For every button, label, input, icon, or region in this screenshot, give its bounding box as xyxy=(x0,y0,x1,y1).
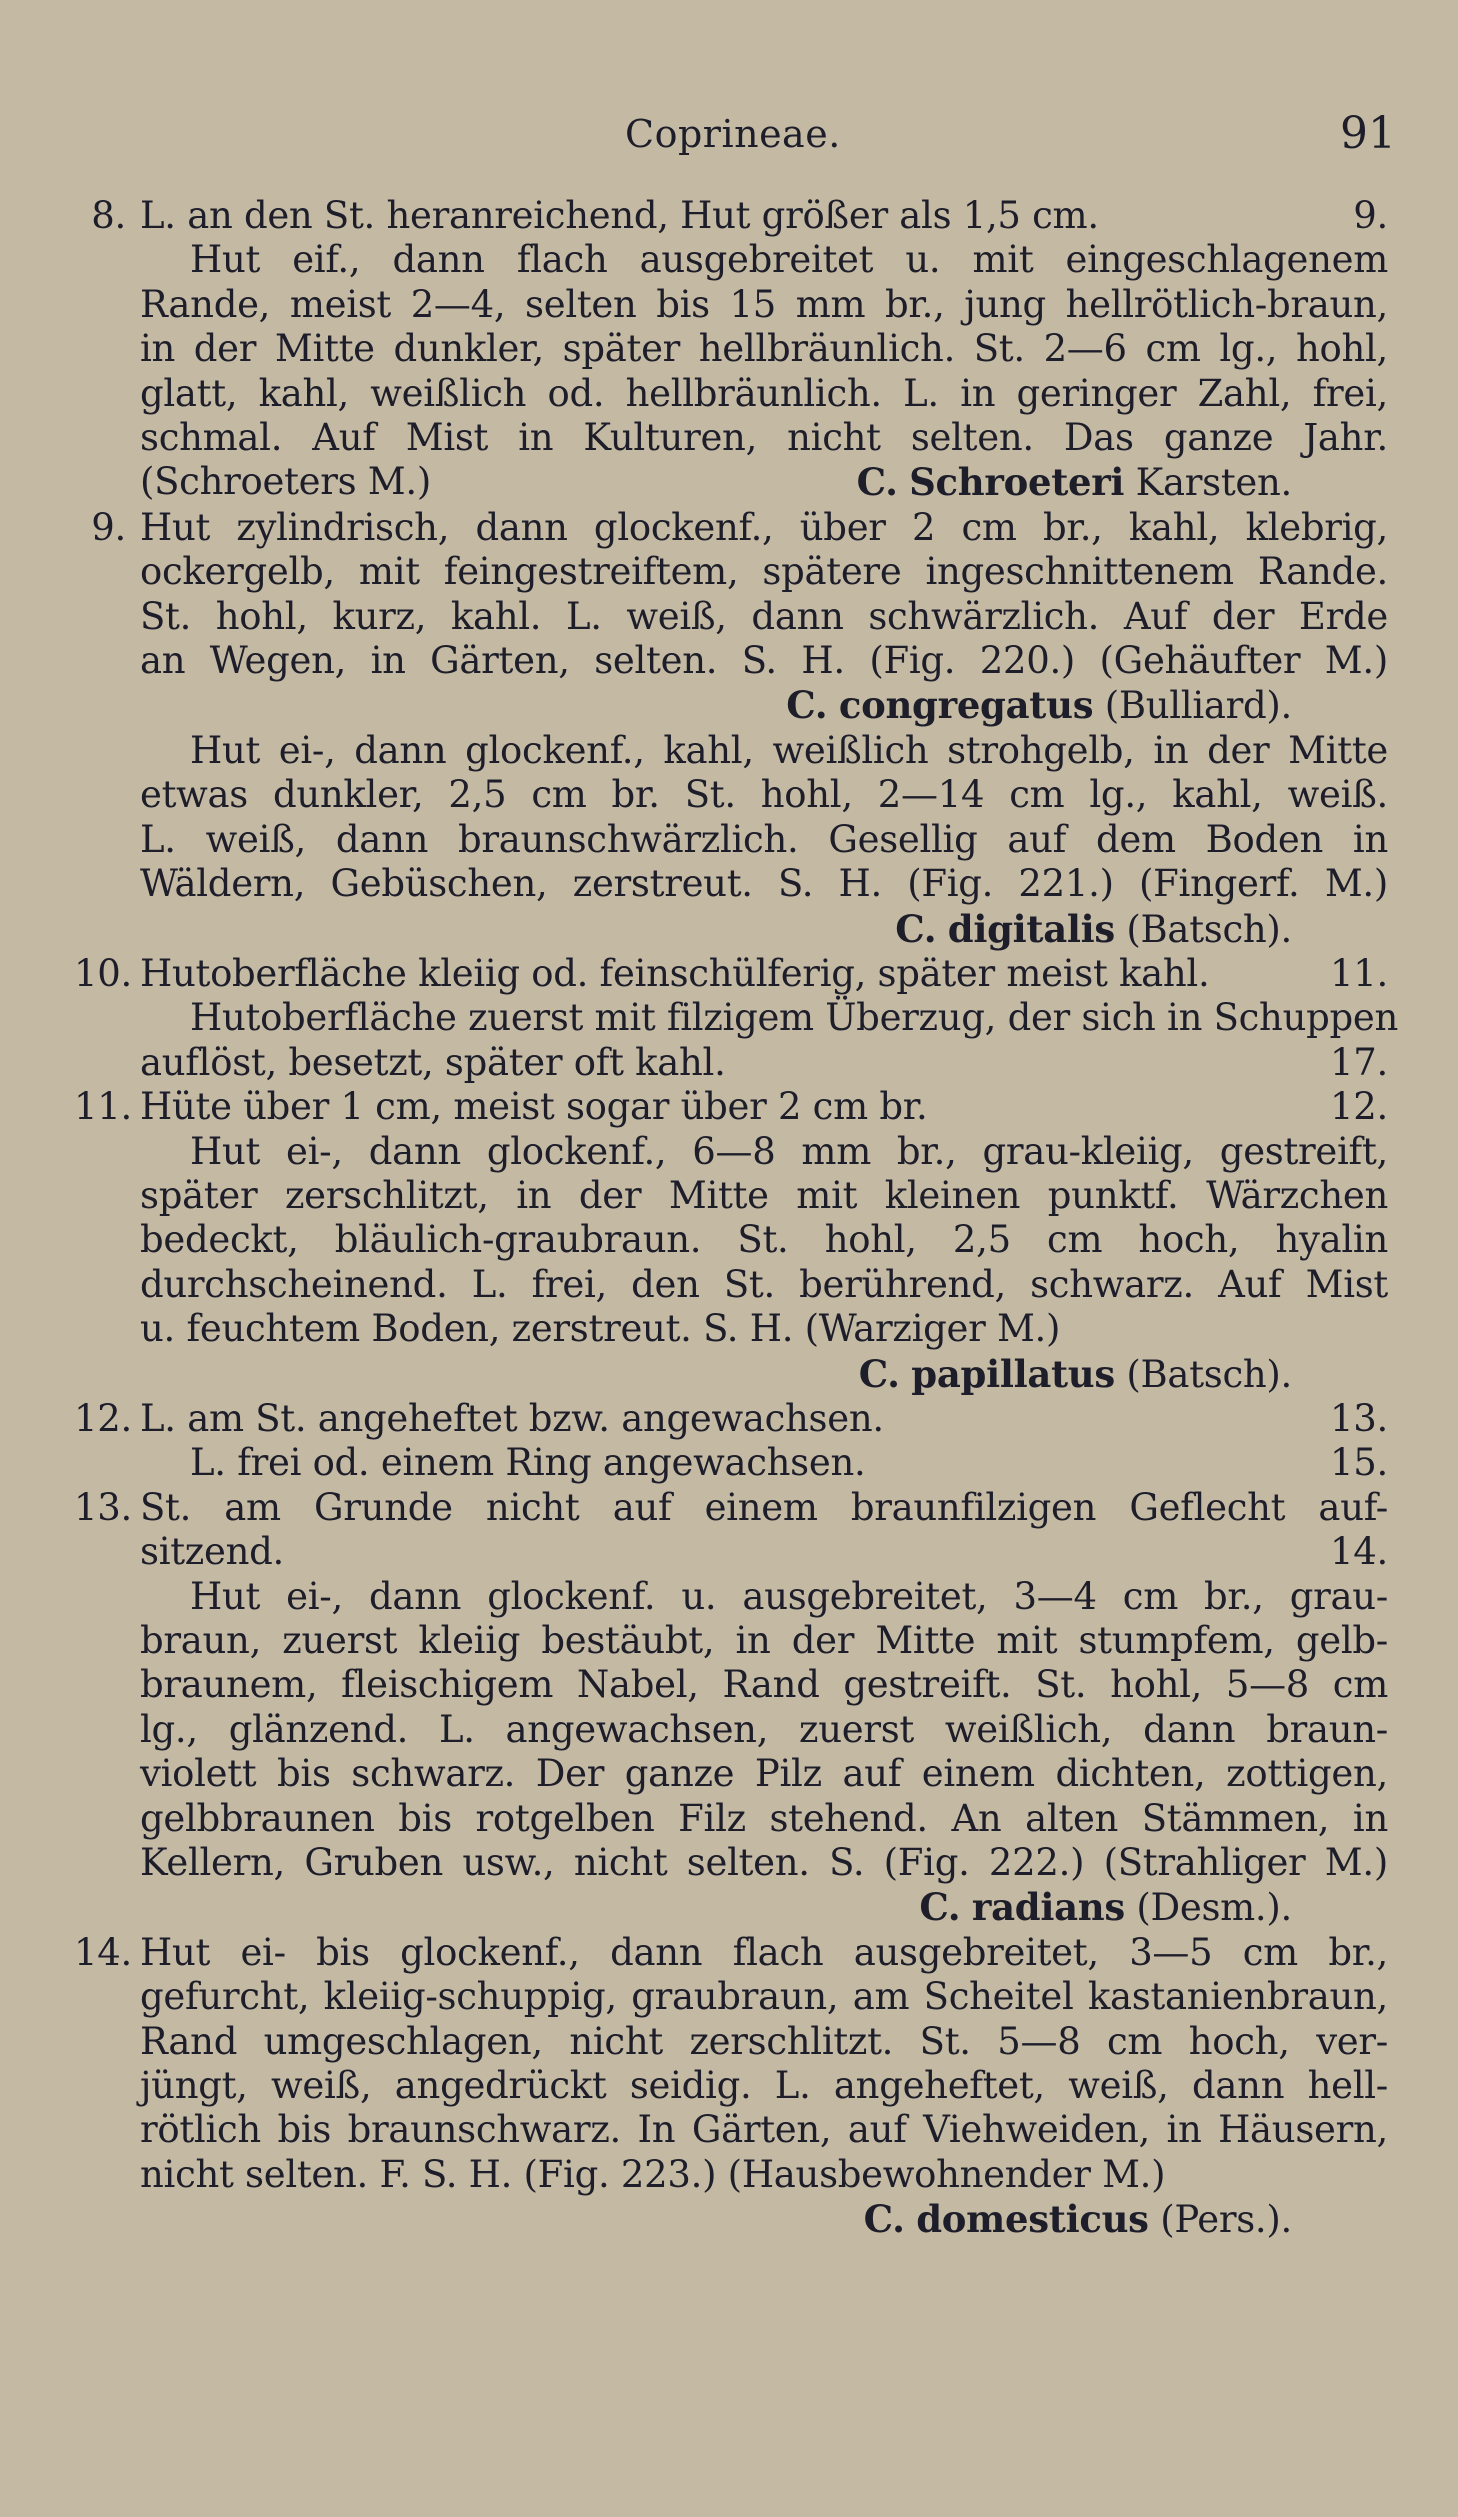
key-entry xyxy=(74,1085,1388,1397)
text-line: an Wegen, in Gärten, selten. S. H. (Fig. 220.) (Gehäufter M.) xyxy=(140,639,1388,683)
entry-number: 11. xyxy=(74,1085,132,1129)
text-line: glatt, kahl, weißlich od. hellbräunlich. L. in geringer Zahl, frei, xyxy=(140,371,1388,415)
key-text: Hüte über 1 cm, meist sogar über 2 cm br. xyxy=(140,1085,928,1129)
text-line: St. hohl, kurz, kahl. L. weiß, dann schwärzlich. Auf der Erde xyxy=(140,594,1388,638)
lead-reference: 15. xyxy=(1330,1441,1388,1485)
key-line xyxy=(140,952,1388,996)
taxon-name xyxy=(857,460,1388,505)
key-text: L. an den St. heranreichend, Hut größer als 1,5 cm. xyxy=(140,194,1099,237)
entry-number: 14. xyxy=(74,1930,132,1974)
entry-number: 12. xyxy=(74,1396,132,1440)
taxon-name xyxy=(140,2197,1388,2242)
key-line xyxy=(140,1041,1388,1085)
text-line: rötlich bis braunschwarz. In Gärten, auf Viehweiden, in Häusern, xyxy=(140,2108,1388,2152)
text-line: L. weiß, dann braunschwärzlich. Gesellig auf dem Boden in xyxy=(140,817,1388,861)
lead-reference: 12. xyxy=(1330,1085,1388,1129)
common-name: (Schroeters M.) xyxy=(140,460,431,504)
text-line: ockergelb, mit feingestreiftem, spätere ingeschnittenem Rande. xyxy=(140,550,1388,594)
page-number: 91 xyxy=(1340,108,1396,159)
text-line: St. am Grunde nicht auf einem braunfilzigen Geflecht auf- xyxy=(140,1485,1388,1529)
taxon-species: domesticus xyxy=(916,2197,1149,2242)
identification-key xyxy=(74,194,1398,2243)
text-line: violett bis schwarz. Der ganze Pilz auf einem dichten, zottigen, xyxy=(140,1752,1388,1796)
text-line: bedeckt, bläulich-graubraun. St. hohl, 2,5 cm hoch, hyalin xyxy=(140,1218,1388,1262)
taxon-name xyxy=(140,907,1388,952)
text-line: durchscheinend. L. frei, den St. berührend, schwarz. Auf Mist xyxy=(140,1262,1388,1306)
lead-reference: 14. xyxy=(1330,1530,1388,1574)
text-line: nicht selten. F. S. H. (Fig. 223.) (Hausbewohnender M.) xyxy=(140,2152,1166,2196)
taxon-genus: C. xyxy=(856,460,898,505)
key-entry xyxy=(74,1485,1388,1931)
running-title: Coprineae. xyxy=(625,112,841,156)
entry-number: 9. xyxy=(91,505,126,549)
key-text: L. am St. angeheftet bzw. angewachsen. xyxy=(140,1396,884,1440)
text-line: lg., glänzend. L. angewachsen, zuerst weißlich, dann braun- xyxy=(140,1707,1388,1751)
key-text: auflöst, besetzt, später oft kahl. xyxy=(140,1040,726,1084)
text-line: Hutoberfläche zuerst mit filzigem Überzug, der sich in Schuppen xyxy=(190,996,1398,1040)
key-line xyxy=(140,1085,1388,1129)
text-line: Rand umgeschlagen, nicht zerschlitzt. St. 5—8 cm hoch, ver- xyxy=(140,2019,1388,2063)
text-line: gefurcht, kleiig-schuppig, graubraun, am Scheitel kastanienbraun, xyxy=(140,1975,1388,2019)
taxon-genus: C. xyxy=(786,683,828,728)
text-line: etwas dunkler, 2,5 cm br. St. hohl, 2—14 cm lg., kahl, weiß. xyxy=(140,773,1388,817)
key-text: Hutoberfläche kleiig od. feinschülferig, später meist kahl. xyxy=(140,951,1210,995)
taxon-species: congregatus xyxy=(838,683,1094,728)
taxon-species: papillatus xyxy=(911,1351,1115,1396)
key-line xyxy=(140,1441,1388,1485)
lead-reference: 13. xyxy=(1330,1396,1388,1440)
text-line: Hut ei-, dann glockenf., kahl, weißlich strohgelb, in der Mitte xyxy=(190,728,1388,772)
text-line: Hut ei- bis glockenf., dann flach ausgebreitet, 3—5 cm br., xyxy=(140,1930,1388,1974)
entry-number: 8. xyxy=(91,194,126,237)
lead-reference: 9. xyxy=(1353,194,1388,237)
taxon-author: (Desm.). xyxy=(1136,1886,1292,1930)
text-line: u. feuchtem Boden, zerstreut. S. H. (Warziger M.) xyxy=(140,1307,1061,1351)
text-line: Hut zylindrisch, dann glockenf., über 2 cm br., kahl, klebrig, xyxy=(140,505,1388,549)
key-entry xyxy=(74,951,1398,1085)
taxon-genus: C. xyxy=(895,906,937,951)
taxon-name xyxy=(140,1885,1388,1930)
key-entry xyxy=(74,1930,1388,2243)
taxon-author: (Bulliard). xyxy=(1104,684,1292,728)
text-line: Kellern, Gruben usw., nicht selten. S. (Fig. 222.) (Strahliger M.) xyxy=(140,1841,1388,1885)
taxon-author: Karsten. xyxy=(1135,461,1292,505)
text-line: gelbbraunen bis rotgelben Filz stehend. An alten Stämmen, in xyxy=(140,1796,1388,1840)
taxon-species: Schroeteri xyxy=(909,460,1125,505)
taxon-genus: C. xyxy=(919,1885,961,1930)
text-line: braunem, fleischigem Nabel, Rand gestreift. St. hohl, 5—8 cm xyxy=(140,1663,1388,1707)
text-line: in der Mitte dunkler, später hellbräunlich. St. 2—6 cm lg., hohl, xyxy=(140,327,1388,371)
text-line: Wäldern, Gebüschen, zerstreut. S. H. (Fig. 221.) (Fingerf. M.) xyxy=(140,862,1388,906)
taxon-author: (Batsch). xyxy=(1126,1352,1292,1396)
lead-reference: 17. xyxy=(1330,1040,1388,1084)
key-text: sitzend. xyxy=(140,1530,284,1574)
entry-number: 10. xyxy=(74,951,132,995)
key-text: L. frei od. einem Ring angewachsen. xyxy=(190,1441,866,1485)
key-entry xyxy=(91,505,1388,952)
taxon-genus: C. xyxy=(858,1351,900,1396)
text-line: Hut eif., dann flach ausgebreitet u. mit eingeschlagenem xyxy=(190,238,1388,282)
text-line: Rande, meist 2—4, selten bis 15 mm br., jung hellrötlich-braun, xyxy=(140,282,1388,326)
taxon-name xyxy=(140,1352,1388,1397)
taxon-name xyxy=(140,683,1388,728)
key-line xyxy=(140,1397,1388,1441)
taxon-author: (Batsch). xyxy=(1126,907,1292,951)
key-entry xyxy=(74,1396,1388,1486)
key-entry xyxy=(91,194,1388,506)
text-line: später zerschlitzt, in der Mitte mit kleinen punktf. Wärzchen xyxy=(140,1173,1388,1217)
taxon-line xyxy=(140,460,1388,505)
text-line: schmal. Auf Mist in Kulturen, nicht selten. Das ganze Jahr. xyxy=(140,416,1388,460)
key-line xyxy=(140,194,1388,238)
text-line: Hut ei-, dann glockenf., 6—8 mm br., grau-kleiig, gestreift, xyxy=(190,1129,1388,1173)
taxon-species: radians xyxy=(971,1885,1125,1930)
page-header xyxy=(0,108,1458,168)
lead-reference: 11. xyxy=(1330,951,1388,995)
text-line: braun, zuerst kleiig bestäubt, in der Mitte mit stumpfem, gelb- xyxy=(140,1619,1388,1662)
text-line: Hut ei-, dann glockenf. u. ausgebreitet, 3—4 cm br., grau- xyxy=(190,1574,1388,1618)
taxon-genus: C. xyxy=(863,2197,905,2242)
taxon-species: digitalis xyxy=(947,906,1115,951)
key-line xyxy=(140,1530,1388,1574)
text-line: jüngt, weiß, angedrückt seidig. L. angeheftet, weiß, dann hell- xyxy=(140,2064,1388,2108)
taxon-author: (Pers.). xyxy=(1160,2198,1292,2242)
entry-number: 13. xyxy=(74,1485,132,1529)
